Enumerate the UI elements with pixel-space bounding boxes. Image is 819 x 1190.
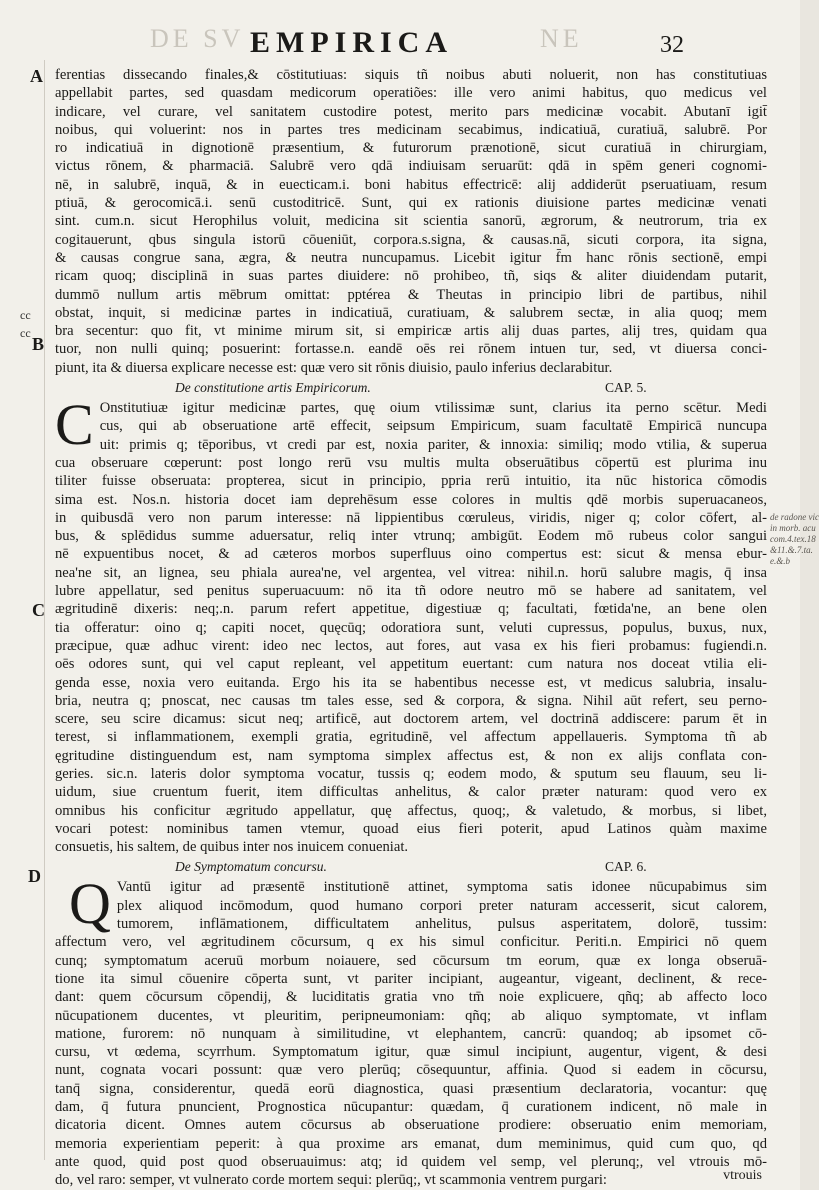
text-line: cua obseruare cœperunt: post longo rerū vsu multis multa obseruātibus cōpertū est plurima inu <box>55 454 767 471</box>
text-line: noibus, qui voluerint: nos in partes tres medicinam secabimus, indicatiuā, curatiuā, salubrē. Por <box>55 121 767 138</box>
main-text-block <box>55 66 767 1190</box>
text-line: cogitauerunt, qbus singula istorū cōueniūt, corpora.s.signa, & causas.nā, sicuti corpora, ita signa, <box>55 231 767 248</box>
text-line: dicatoria dicent. Omnes autem cōcursus ab obseruatione prodiere: obseruatio enim memoriam, <box>55 1117 767 1134</box>
text-line: matione, furorem: nō nunquam à similitudine, vt elephantem, cancrū: quandoq; ab ipsomet cō- <box>55 1025 767 1042</box>
text-line: tuor, non nulli quinq; posuerint: fortasse.n. eandē oēs rei rōnem intuen tur, sed, vt diuersa conci- <box>55 341 767 358</box>
margin-mark-1: cc <box>20 308 31 322</box>
section-intro <box>55 66 767 377</box>
marginal-note <box>770 512 819 567</box>
text-line: affectum vero, vel ægritudinem cōcursum, q ex his simul conficitur. Periti.n. Empirici nō quem <box>55 934 767 951</box>
text-line: sima est. Nos.n. historia docet iam deprehēsum esse colores in multis qdē morbis superuacaneos, <box>55 491 767 508</box>
text-line: nea'ne sit, an lignea, seu phiala aurea'ne, vel argentea, vel vitrea: nihil.n. horū salubre magis, q̄ insa <box>55 564 767 581</box>
text-line: ægritudinē dixeris: neq;.n. parum refert appetitue, digestiuæ q; facultati, fœtida'ne, an bene olen <box>55 601 767 618</box>
marginal-note-line: &11.&.7.ta. <box>770 545 813 555</box>
margin-mark-2: cc <box>20 326 31 340</box>
text-line: ferentias dissecando finales,& cōstitutiuas: siquis tñ noibus abuti noluerit, non has constitutiuas <box>55 67 767 83</box>
margin-letter-d: D <box>28 866 41 886</box>
section-title: De Symptomatum concursu. <box>175 859 327 875</box>
section-title: De constitutione artis Empiricorum. <box>175 380 371 396</box>
marginal-note-line: in morb. acu <box>770 523 816 533</box>
text-line: ricam quoq; disciplinā in suas partes diuidere: nō prohibeo, tñ, siqs & aliter diuidendam putarit, <box>55 268 767 285</box>
section-heading-5 <box>55 379 767 397</box>
text-line: tumorem, inflāmationem, difficultatem anhelitus, pulsus asperitatem, dolorē, tussim: <box>116 916 767 933</box>
text-line: bra secentur: quo fit, vt minime mirum sit, si empiricæ artis alij duas partes, alij tres, quidam qua <box>55 323 767 340</box>
section-body <box>55 871 767 1189</box>
margin-letter-a: A <box>30 66 43 86</box>
text-line: consuetis, his saltem, de quibus inter nos inuicem conueniat. <box>55 839 409 856</box>
text-line: indicare, vel curare, vel sanitatem custodire potest, merito pars medicinæ vocabit. Abutanī igit̄ <box>55 103 767 120</box>
text-line: in quibusdā vero non parum interesse: nā lippientibus cœruleus, viridis, niger q; color cōfert, al- <box>55 509 767 526</box>
text-line: cunq; symptomatum aceruū morbum noiauere, sed cōcursum tm eorum, quæ ex longa obseruā- <box>55 952 767 969</box>
drop-cap: C <box>55 392 94 458</box>
text-line: genda esse, noxia vero euitanda. Ergo his ita se habentibus necesse est, vt medicus salubria, insalu- <box>55 674 767 691</box>
text-line: ęgritudine distinguendum est, nam symptoma simplex affectus est, & non ex alijs conflata con- <box>55 747 767 764</box>
margin-letter-c: C <box>32 600 45 620</box>
text-line: Vantū igitur ad præsentē institutionē attinet, symptoma satis idonee nūcupabimus sim <box>116 879 767 896</box>
text-line: oēs odores sunt, qui vel caput repleant, vel appetitum euertant: cum natura nos doceat vtilia eli- <box>55 656 767 673</box>
text-line: appellabit partes, sed quasdam medicorum operatiões: ille vero animi habitus, quo medicus vel <box>55 85 767 102</box>
text-line: dant: quem cōcursum cōpendij, & luciditatis gratia vno tm̄ noie explicuere, qñq; ab affecto loco <box>55 989 767 1006</box>
text-line: memoria experientiam peperit: à qua proxime ars emanat, dum meminimus, quid cum quo, qd <box>55 1135 767 1152</box>
text-line: omnibus his conficitur ægritudo appellatur, quę affectus, quoq;, & valetudo, & morbus, si libet, <box>55 802 767 819</box>
section-constitutione <box>55 392 767 856</box>
bleed-through-text-right: NE <box>540 24 583 53</box>
running-head-title: EMPIRICA <box>250 26 453 59</box>
text-line: nē expuentibus nocet, & ad cæteros morbos superfluus oino compertus est: sicut & mensa ebur- <box>55 546 767 563</box>
catchword: vtrouis <box>723 1168 762 1183</box>
text-line: nūcupationem ducentes, vt pleuritim, peripneumoniam: qñq; ab aliquo symptomate, vt inflam <box>55 1007 767 1024</box>
section-symptomatum <box>55 871 767 1189</box>
text-line: & causas congrue sana, ægra, & neutra nuncupamus. Licebit igitur f̄m hanc rōnis sectionē, empi <box>55 249 767 266</box>
text-line: sint. cum.n. sicut Herophilus voluit, medicina sit scientia sanorū, ægrorum, & neutrorum, tria ex <box>55 213 767 230</box>
section-heading-6 <box>55 858 767 876</box>
running-head <box>0 26 800 66</box>
text-line: bria, neutra q; pnoscat, nec causas tm tales esse, sed & corpora, & signa. Nihil aūt refert, seu perno- <box>55 692 767 709</box>
text-line: plex aliquod incōmodum, quod humano corpori preter naturam accesserit, sicut calorem, <box>116 897 767 914</box>
chapter-number: CAP. 6. <box>605 859 647 875</box>
chapter-number: CAP. 5. <box>605 380 647 396</box>
text-line: ro indicatiuā in dignotionē præsentium, & futurorum prænotionē, sicut curatiuā in chirurgiam, <box>55 140 767 157</box>
text-line: scere, seu scire dicamus: sicut neq; artificē, aut doctorem artem, vel doctrinā addiscere: parum ēt in <box>55 711 767 728</box>
text-line: bus, & splēdidus summe aduersatur, reliq inter vtrunq; ambigūt. Eodem mō rubeus color sangui <box>55 528 767 545</box>
text-line: nē, in salubrē, inquā, & in euecticam.i. boni habitus effectricē: alij addiderūt pseruatiuam, resum <box>55 176 767 193</box>
text-line: tia offeratur: oino q; capiti nocet, quęcūq; odoratiora sunt, veluti cupressus, populus, buxus, nux, <box>55 619 767 636</box>
page-number: 32 <box>660 32 684 58</box>
text-line: Onstitutiuæ igitur medicinæ partes, quę oium vtilissimæ sunt, clarius ita perno scētur. Medi <box>99 400 767 417</box>
drop-cap: Q <box>69 871 111 937</box>
text-line: ante quod, quid post quod obseruauimus: atq; id quidem vel semp, vel plerunq;, vel vtrouis mō- <box>55 1153 767 1170</box>
text-line: uidum, siue cruentum fuerit, item difficultas anhelitus, & calor præter naturam: quod vero ex <box>55 784 767 801</box>
text-line: dummō nullum artis mēbrum omittat: pptérea & Theutas in principio libri de partibus, nihil <box>55 286 767 303</box>
text-line: obstat, inquit, si medicinæ partes in indicatiuā, curatiuam, & salubrem sectæ, in alia quoq; mem <box>55 304 767 321</box>
text-line: lubre appellatur, sed penitus superuacuum: nō ita tñ odore neutro mō se habere ad sanitatem, vel <box>55 583 767 600</box>
text-line: dam, q̄ futura pnuncient, Prognostica nūcupantur: quædam, q̄ curationem indicent, nō male in <box>55 1099 767 1116</box>
section-body <box>55 392 767 856</box>
bleed-through-text-left: DE SV <box>150 24 245 53</box>
margin-letter-b: B <box>32 334 45 354</box>
text-line: vocari potest: nominibus tamen vtemur, quoad eius fieri poterit, apud Latinos quàm maxime <box>55 820 767 837</box>
text-line: tiliter fuisse obseruata: propterea, sicut in principio, ppria rerū intuitio, ita nūc historica cōmodis <box>55 473 767 490</box>
text-line: uit: primis q; tēporibus, vt credi par est, noxia pariter, & innoxia: similiq; modo vtilia, & superua <box>99 436 767 453</box>
marginal-note-line: de radone vic <box>770 512 819 522</box>
text-line: ptiuā, & gerocomicā.i. senū custoditricē. Sunt, qui ex rationis diuisione partes medicinæ venati <box>55 195 767 212</box>
text-line: cus, qui ab obseruatione artē effecit, seipsum Empiricum, suam facultatē Empiricā nuncupa <box>99 418 767 435</box>
text-line: nunt, cognata vocari possunt: quæ vero plerūq; cōsequuntur, affinia. Quod si eadem in cōcursu, <box>55 1062 767 1079</box>
text-line: piunt, ita & diuersa explicare necesse est: quæ vero sit rōnis diuisio, paulo inferius declarabitur. <box>55 359 613 376</box>
text-line: tione ita simul cōuenire cōperta sunt, vt pariter incipiant, augeantur, vigeant, declinent, & rece- <box>55 970 767 987</box>
text-line: cursu, vt œdema, scyrrhum. Symptomatum igitur, quæ simul incipiunt, augentur, vigent, & desi <box>55 1044 767 1061</box>
text-line: præcipue, quæ adhuc virent: ideo nec lectos, aut fores, aut vasa ex his fieri probamus: fugiendi.n. <box>55 637 767 654</box>
text-line: victus rōnem, & pharmaciā. Salubrē vero qdā indiuisam seruarūt: qdā in spēm generi cognomi- <box>55 158 767 175</box>
text-line: tanq̄ signa, considerentur, quedā eorū diagnostica, quasi præsentium declaratoria, vocantur: quę <box>55 1080 767 1097</box>
marginal-note-line: e.&.b <box>770 556 790 566</box>
text-line: do, vel raro: semper, vt vulnerato corde mortem sequi: plerūq;, vt scammonia ventrem purgari: <box>55 1172 607 1189</box>
marginal-note-line: com.4.tex.18 <box>770 534 816 544</box>
text-line: geries. sic.n. lateris dolor symptoma vocatur, tussis q; eodem modo, & sputum seu flauum, seu li- <box>55 765 767 782</box>
text-line: terest, si inflammationem, exempli gratia, egritudinē, vel affectum appellaueris. Symptoma tñ ab <box>55 729 767 746</box>
